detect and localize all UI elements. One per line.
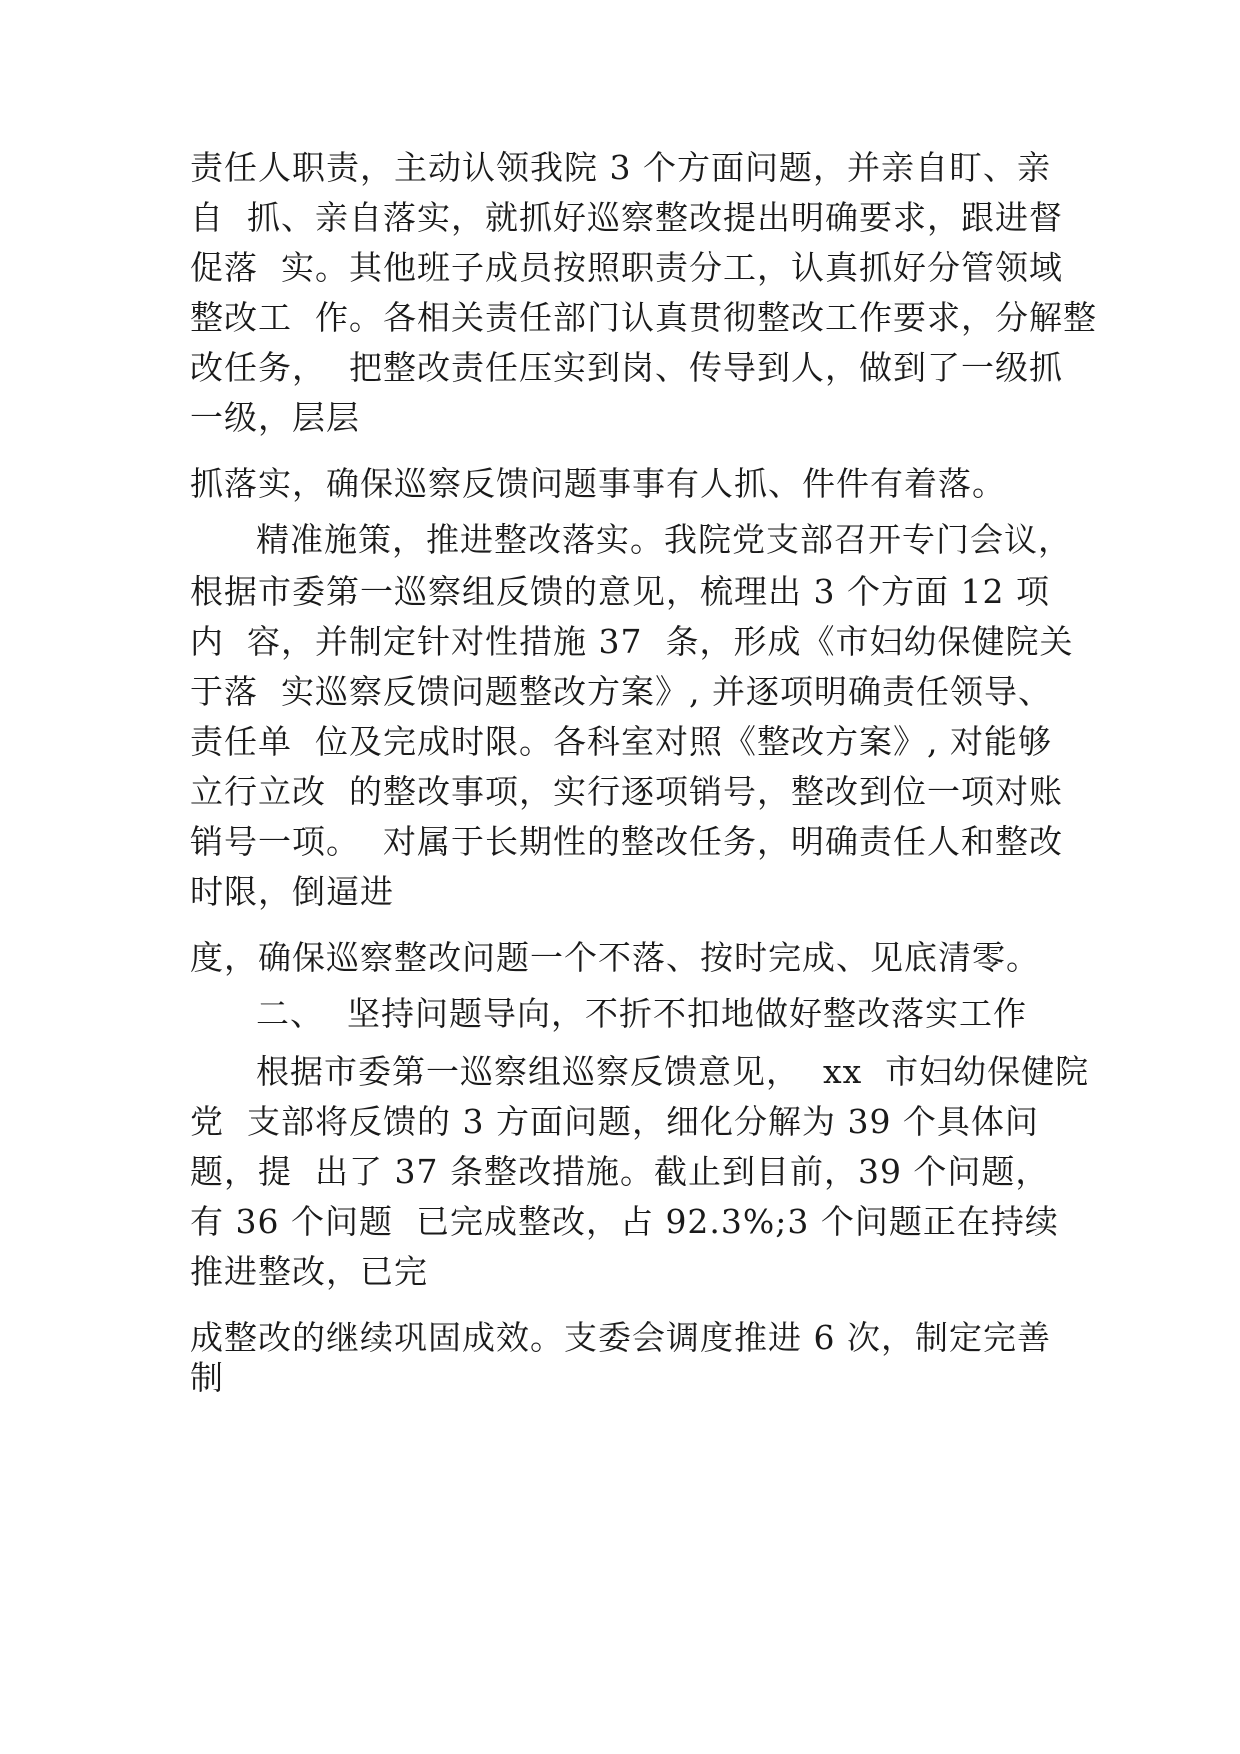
- text-line: 推进整改，已完: [190, 1252, 428, 1291]
- text-line: 促落 实。其他班子成员按照职责分工，认真抓好分管领域: [190, 248, 1063, 287]
- text-line: 有 36 个问题 已完成整改，占 92.3%;3 个问题正在持续: [190, 1202, 1059, 1241]
- text-line: 于落 实巡察反馈问题整改方案》, 并逐项明确责任领导、: [190, 672, 1052, 711]
- text-line: 内 容，并制定针对性措施 37 条，形成《市妇幼保健院关: [190, 622, 1074, 661]
- text-line: 立行立改 的整改事项，实行逐项销号，整改到位一项对账: [190, 772, 1063, 811]
- text-line: 党 支部将反馈的 3 方面问题，细化分解为 39 个具体问: [190, 1102, 1039, 1141]
- text-line: 抓落实，确保巡察反馈问题事事有人抓、件件有着落。: [190, 464, 1006, 503]
- text-line: 改任务， 把整改责任压实到岗、传导到人，做到了一级抓: [190, 348, 1063, 387]
- text-line: 度，确保巡察整改问题一个不落、按时完成、见底清零。: [190, 938, 1040, 977]
- text-line: 根据市委第一巡察组巡察反馈意见， xx 市妇幼保健院: [256, 1052, 1090, 1091]
- text-line: 自 抓、亲自落实，就抓好巡察整改提出明确要求，跟进督: [190, 198, 1063, 237]
- paragraph-heading: 精准施策，推进整改落实。我院党支部召开专门会议，: [256, 520, 1072, 559]
- text-line: 时限，倒逼进: [190, 872, 394, 911]
- text-line: 根据市委第一巡察组反馈的意见，梳理出 3 个方面 12 项: [190, 572, 1050, 611]
- text-line: 题，提 出了 37 条整改措施。截止到目前，39 个问题，: [190, 1152, 1050, 1191]
- text-line: 责任人职责，主动认领我院 3 个方面问题，并亲自盯、亲: [190, 148, 1051, 187]
- text-line: 销号一项。 对属于长期性的整改任务，明确责任人和整改: [190, 822, 1063, 861]
- text-line: 成整改的继续巩固成效。支委会调度推进 6 次，制定完善: [190, 1318, 1051, 1357]
- text-line: 一级，层层: [190, 398, 360, 437]
- text-line: 整改工 作。各相关责任部门认真贯彻整改工作要求，分解整: [190, 298, 1097, 337]
- section-heading: 二、 坚持问题导向，不折不扣地做好整改落实工作: [256, 994, 1027, 1033]
- text-line: 制: [190, 1358, 224, 1397]
- text-line: 责任单 位及完成时限。各科室对照《整改方案》, 对能够: [190, 722, 1052, 761]
